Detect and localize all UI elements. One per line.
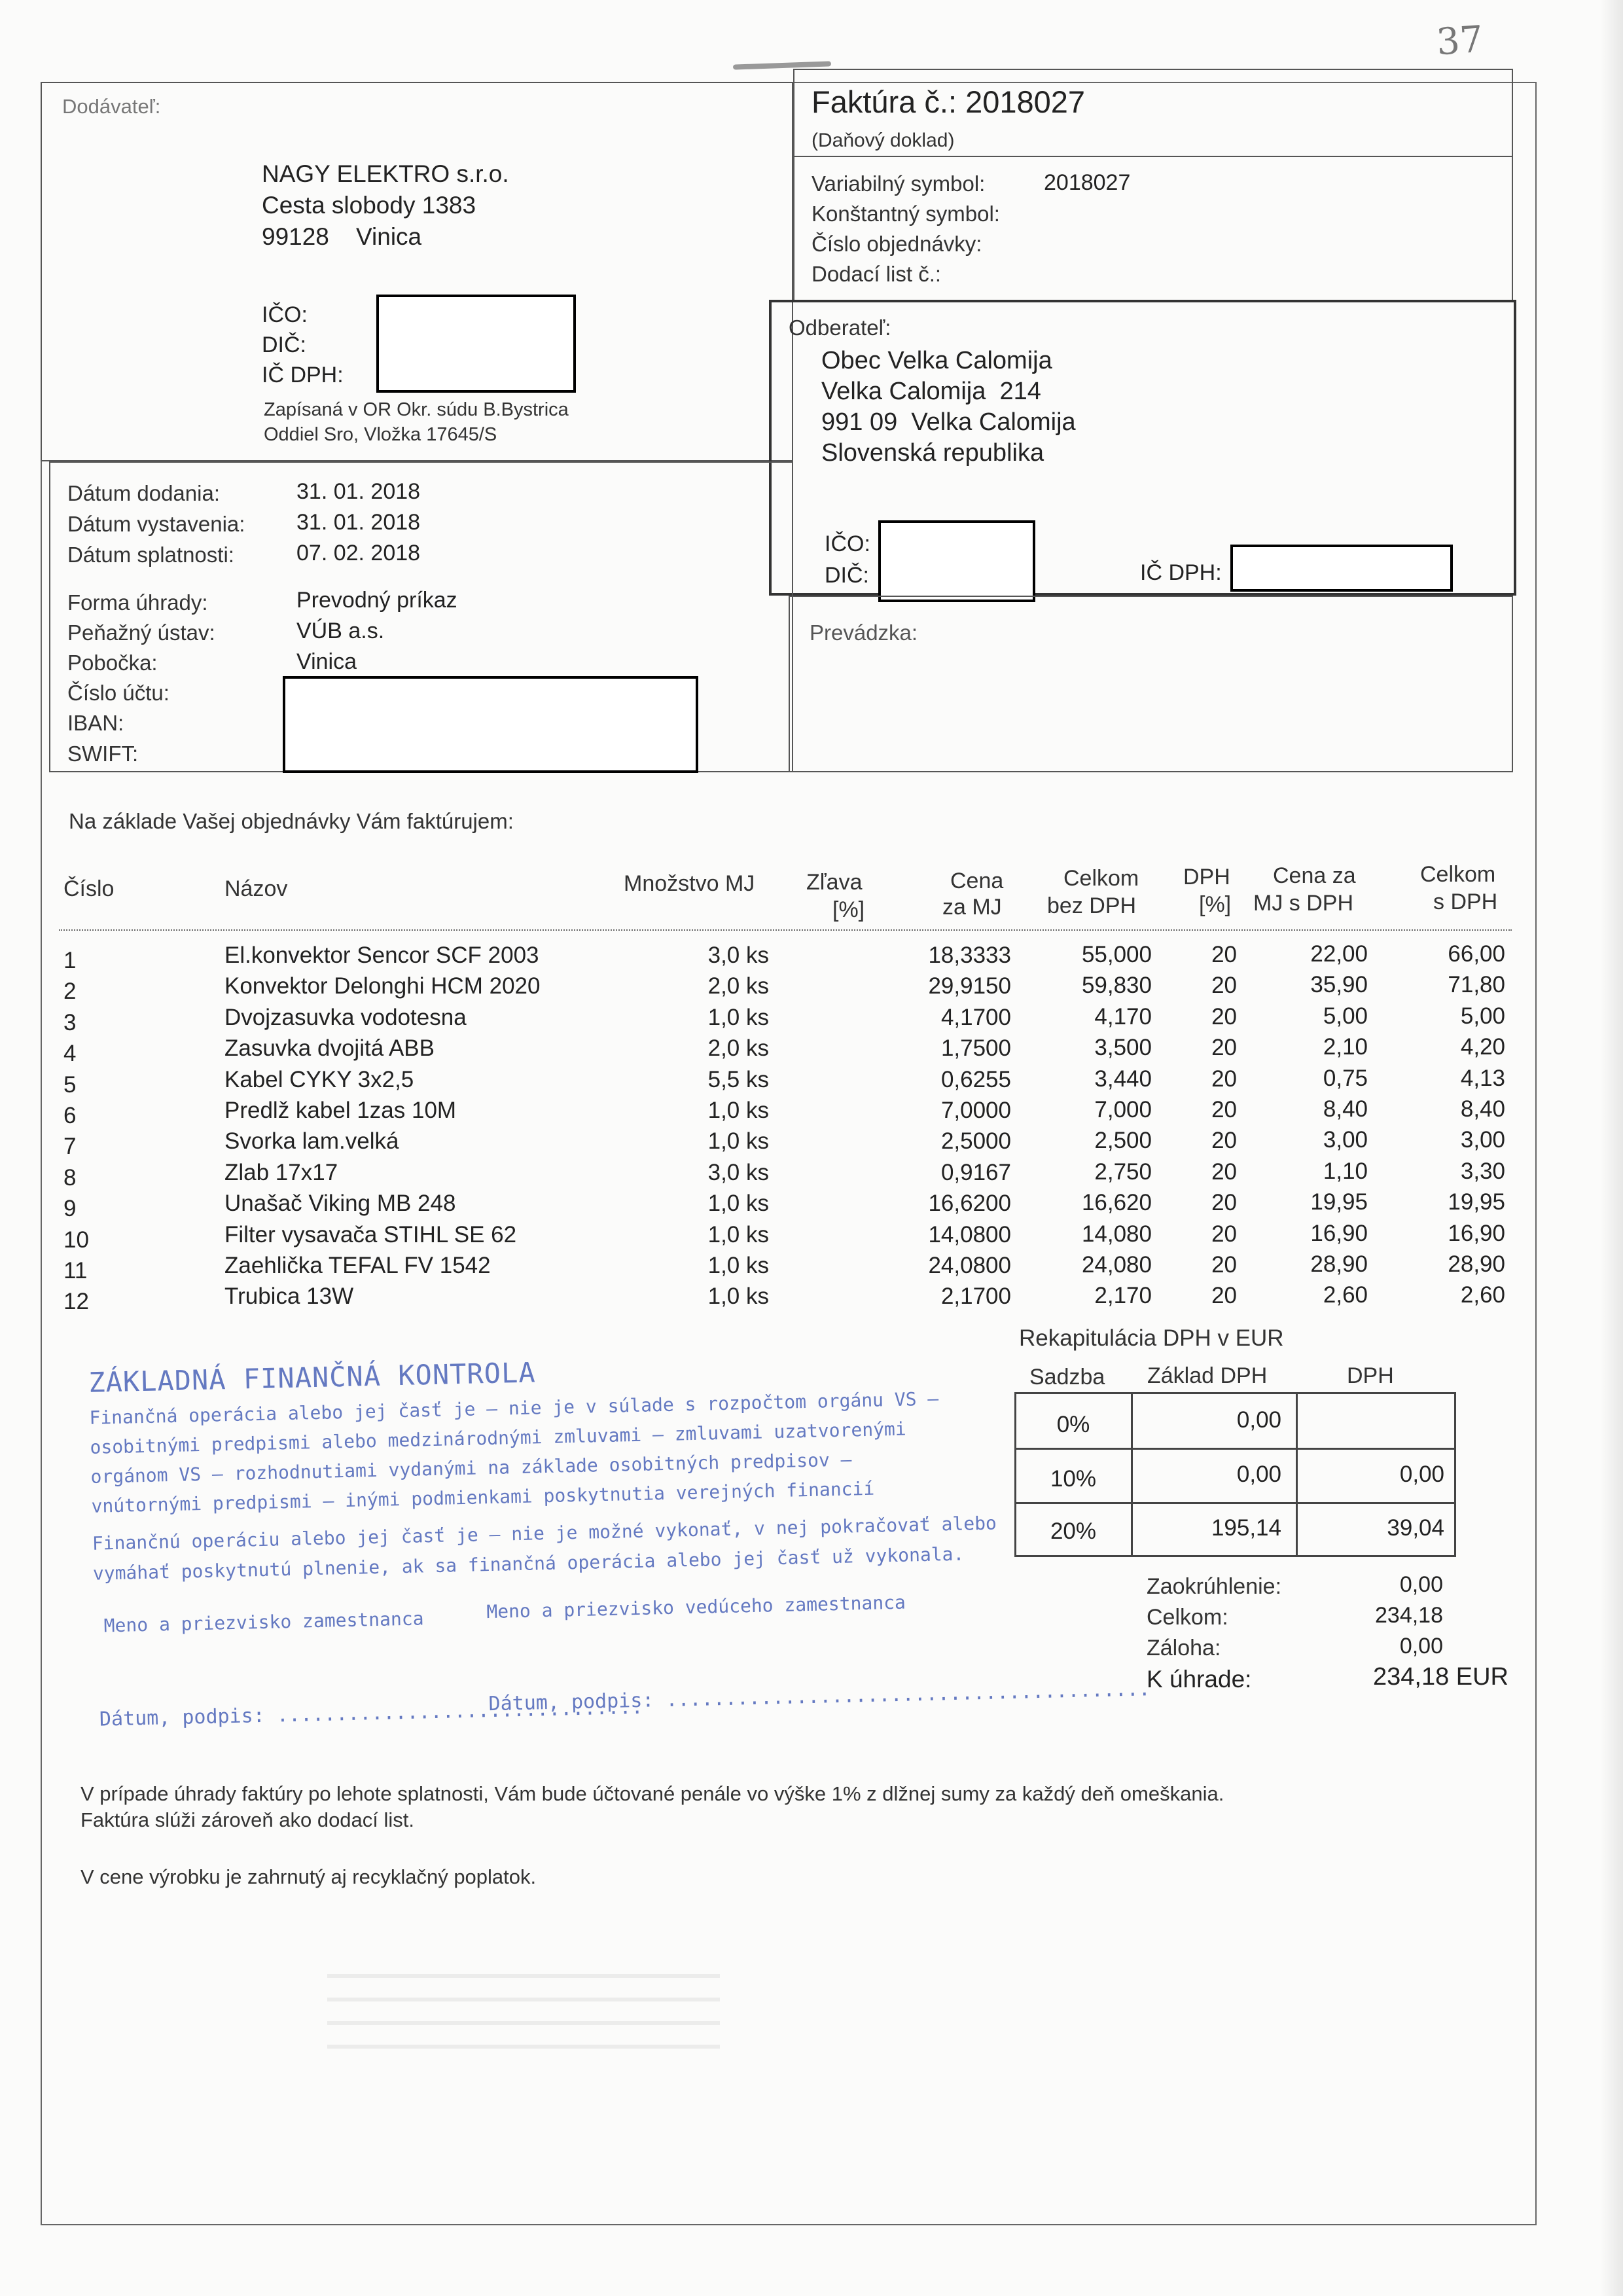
payment-method-label: Forma úhrady: [67,590,208,615]
cell-vat-rate: 20 [1211,1066,1237,1092]
rounding-label: Zaokrúhlenie: [1147,1574,1282,1599]
vat-recap-rate: 10% [1050,1466,1097,1492]
cell-quantity: 1,0 ks [707,1283,769,1310]
var-symbol-label: Variabilný symbol: [812,171,986,196]
premises-label: Prevádzka: [810,620,918,645]
cell-total-vat: 16,90 [1448,1220,1505,1246]
issue-date-value: 31. 01. 2018 [296,510,421,535]
customer-name: Obec Velka Calomija [821,347,1052,374]
stamp-title: ZÁKLADNÁ FINANČNÁ KONTROLA [88,1356,537,1399]
table-row [0,1253,1623,1284]
cell-unit-price: 0,6255 [940,1066,1011,1092]
cell-number: 6 [63,1103,77,1128]
cell-unit-price: 18,3333 [928,942,1011,968]
cell-number: 2 [63,978,77,1005]
supplier-icdph-label: IČ DPH: [262,363,344,387]
invoice-subtitle: (Daňový doklad) [812,130,955,151]
supplier-tax-ids-redacted [376,295,576,393]
cell-total-ex-vat: 2,750 [1094,1158,1152,1185]
cell-number: 4 [63,1041,77,1067]
cell-unit-price-vat: 2,60 [1323,1282,1368,1308]
cell-total-ex-vat: 3,440 [1094,1066,1152,1092]
advance-value: 0,00 [1399,1634,1443,1659]
cell-unit-price-vat: 22,00 [1310,941,1368,967]
cell-total-ex-vat: 7,000 [1094,1097,1152,1122]
cell-quantity: 5,5 ks [707,1066,769,1092]
cell-unit-price-vat: 3,00 [1323,1127,1368,1153]
intro-text: Na základe Vašej objednávky Vám faktúrujem: [69,809,514,833]
vat-recap-row-sep-2 [1014,1502,1456,1504]
table-row [0,973,1623,1005]
cell-unit-price: 7,0000 [940,1098,1011,1123]
col-header-discount-1: Zľava [806,870,863,895]
cell-unit-price-vat: 19,95 [1310,1189,1368,1215]
cell-quantity: 1,0 ks [707,1221,769,1247]
cell-total-vat: 66,00 [1448,941,1505,967]
stamp-line-2: osobitnými predpismi alebo medzinárodnými zmluvami – zmluvami uzatvorenými [90,1418,907,1458]
cell-total-ex-vat: 2,500 [1094,1128,1152,1154]
cell-unit-price: 0,9167 [940,1159,1011,1185]
cell-number: 8 [63,1164,77,1191]
stamp-employee-name: Meno a priezvisko zamestnanca [103,1607,424,1637]
customer-ico-label: IČO: [825,531,870,556]
cell-unit-price: 24,0800 [928,1253,1011,1278]
cell-name: Kabel CYKY 3x2,5 [224,1066,414,1092]
supplier-dic-label: DIČ: [262,332,306,357]
vat-recap-row-sep-1 [1014,1448,1456,1450]
due-date-value: 07. 02. 2018 [296,541,421,565]
table-row [0,1098,1623,1129]
swift-label: SWIFT: [67,742,139,766]
delivery-date-value: 31. 01. 2018 [296,479,421,504]
cell-quantity: 1,0 ks [707,1128,769,1155]
table-row [0,1035,1623,1067]
invoice-title: Faktúra č.: 2018027 [812,84,1086,119]
cell-unit-price-vat: 16,90 [1310,1220,1368,1246]
customer-ids-redacted [878,520,1035,602]
stamp-line-4: vnútornými predpismi – inými podmienkami poskytnutia verejných financií [91,1477,875,1517]
col-header-number: Číslo [63,876,115,901]
cell-unit-price: 14,0800 [928,1221,1011,1247]
vat-recap-base: 195,14 [1211,1515,1281,1541]
cell-number: 10 [63,1227,89,1253]
supplier-registration-2: Oddiel Sro, Vložka 17645/S [264,424,497,445]
table-row [0,1283,1623,1315]
supplier-registration-1: Zapísaná v OR Okr. súdu B.Bystrica [264,399,569,420]
stamp-line-3: orgánom VS – rozhodnutiami vydanými na základe osobitných predpisov – [90,1448,852,1488]
col-header-vat-2: [%] [1199,892,1232,917]
customer-street: Velka Calomija 214 [821,378,1041,405]
cell-number: 11 [63,1258,88,1283]
col-header-name: Názov [224,876,288,901]
cell-total-ex-vat: 16,620 [1081,1190,1152,1216]
cell-name: Svorka lam.velká [224,1128,399,1155]
cell-number: 12 [63,1289,89,1315]
branch-value: Vinica [296,649,357,674]
delivery-note-label: Dodací list č.: [812,262,942,286]
supplier-name: NAGY ELEKTRO s.r.o. [262,160,509,187]
cell-name: Zasuvka dvojitá ABB [224,1035,435,1062]
col-header-total-vat-1: Celkom [1420,862,1496,887]
cell-vat-rate: 20 [1211,1128,1237,1154]
table-row [0,942,1623,974]
col-header-total-1: Celkom [1063,866,1139,891]
table-header-separator [59,929,1512,931]
vat-recap-col-vat: DPH [1347,1363,1394,1388]
cell-number: 5 [63,1071,77,1098]
scan-edge [1600,0,1623,2296]
cell-unit-price-vat: 28,90 [1310,1251,1368,1277]
cell-vat-rate: 20 [1211,1190,1237,1216]
page-number: 37 [1435,18,1485,64]
table-row [0,1191,1623,1222]
cell-vat-rate: 20 [1211,1097,1237,1122]
rounding-value: 0,00 [1399,1572,1443,1597]
payment-method-value: Prevodný príkaz [296,588,457,613]
var-symbol-value: 2018027 [1044,170,1131,195]
cell-unit-price: 16,6200 [928,1191,1011,1217]
amount-due-label: K úhrade: [1147,1666,1252,1693]
table-row [0,1005,1623,1036]
delivery-date-label: Dátum dodania: [67,481,220,505]
due-date-label: Dátum splatnosti: [67,543,234,567]
invoice-info-left-border [793,157,794,301]
vat-recap-col-base: Základ DPH [1147,1363,1268,1388]
cell-total-ex-vat: 55,000 [1081,942,1152,967]
cell-vat-rate: 20 [1211,1035,1237,1061]
cell-unit-price: 4,1700 [940,1004,1011,1030]
cell-total-vat: 3,00 [1460,1127,1505,1153]
table-row [0,1067,1623,1098]
cell-name: Filter vysavača STIHL SE 62 [224,1221,517,1247]
col-header-price-vat-2: MJ s DPH [1253,891,1353,916]
advance-label: Záloha: [1147,1636,1221,1660]
cell-total-ex-vat: 3,500 [1094,1035,1152,1061]
recycling-fee-note: V cene výrobku je zahrnutý aj recyklačný poplatok. [80,1865,537,1888]
col-header-quantity: Množstvo MJ [624,871,755,896]
bank-label: Peňažný ústav: [67,620,215,645]
cell-number: 9 [63,1196,77,1222]
cell-name: Dvojzasuvka vodotesna [224,1004,467,1030]
cell-name: Predlž kabel 1zas 10M [224,1098,457,1123]
table-row [0,1222,1623,1253]
cell-vat-rate: 20 [1211,1221,1237,1247]
cell-total-vat: 5,00 [1460,1003,1505,1029]
supplier-street: Cesta slobody 1383 [262,192,476,219]
bank-account-redacted [283,676,698,773]
customer-dic-label: DIČ: [825,563,869,588]
cell-total-vat: 3,30 [1460,1158,1505,1184]
cell-total-ex-vat: 59,830 [1081,973,1152,999]
col-header-vat-1: DPH [1183,865,1230,889]
cell-vat-rate: 20 [1211,1283,1237,1309]
cell-quantity: 3,0 ks [707,1159,769,1185]
late-payment-note: V prípade úhrady faktúry po lehote splatnosti, Vám bude účtované penále vo výške 1% z dlžnej sumy za každý deň omeškania. [80,1782,1224,1805]
vat-recap-divider-1 [1131,1392,1133,1557]
stamp-manager-name: Meno a priezvisko vedúceho zamestnanca [486,1591,906,1623]
bank-value: VÚB a.s. [296,619,385,643]
stamp-line-1: Finančná operácia alebo jej časť je – nie je v súlade s rozpočtom orgánu VS – [89,1388,939,1429]
total-label: Celkom: [1147,1605,1228,1630]
cell-vat-rate: 20 [1211,1158,1237,1185]
col-header-price-vat-1: Cena za [1273,863,1356,888]
order-number-label: Číslo objednávky: [812,232,982,256]
account-number-label: Číslo účtu: [67,681,169,705]
cell-quantity: 2,0 ks [707,1035,769,1062]
vat-recap-base: 0,00 [1236,1407,1281,1433]
customer-city: 991 09 Velka Calomija [821,408,1076,436]
cell-vat-rate: 20 [1211,942,1237,967]
vat-recap-vat: 39,04 [1387,1515,1444,1541]
cell-unit-price-vat: 5,00 [1323,1003,1368,1029]
cell-unit-price-vat: 8,40 [1323,1096,1368,1122]
cell-vat-rate: 20 [1211,1003,1237,1030]
cell-quantity: 1,0 ks [707,1191,769,1217]
vat-recap-rate: 20% [1050,1518,1097,1544]
branch-label: Pobočka: [67,651,158,675]
cell-total-vat: 8,40 [1460,1096,1505,1122]
amount-due-value: 234,18 EUR [1372,1663,1508,1691]
col-header-total-2: bez DPH [1047,893,1137,918]
cell-total-vat: 4,13 [1460,1065,1505,1091]
col-header-price-2: za MJ [942,895,1002,920]
supplier-ico-label: IČO: [262,302,308,327]
vat-recap-col-rate: Sadzba [1029,1365,1105,1390]
cell-total-vat: 28,90 [1448,1251,1505,1277]
stamp-line-5: Finančnú operáciu alebo jej časť je – nie je možné vykonať, v nej pokračovať alebo [92,1512,997,1554]
cell-unit-price: 29,9150 [928,973,1011,999]
vat-recap-title: Rekapitulácia DPH v EUR [1019,1325,1284,1351]
cell-total-vat: 2,60 [1460,1282,1505,1308]
cell-total-vat: 4,20 [1460,1034,1505,1060]
cell-total-vat: 19,95 [1448,1189,1505,1215]
cell-vat-rate: 20 [1211,1252,1237,1278]
cell-unit-price: 2,1700 [940,1283,1011,1310]
cell-total-ex-vat: 2,170 [1094,1283,1152,1309]
invoice-info-right-border [1512,157,1513,301]
cell-name: Konvektor Delonghi HCM 2020 [224,973,541,999]
cell-quantity: 1,0 ks [707,1004,769,1030]
cell-name: El.konvektor Sencor SCF 2003 [224,942,539,968]
table-row [0,1160,1623,1191]
cell-total-ex-vat: 14,080 [1081,1221,1152,1247]
cell-number: 1 [63,948,77,973]
cell-quantity: 1,0 ks [707,1098,769,1123]
customer-icdph-label: IČ DPH: [1140,560,1222,585]
cell-total-ex-vat: 4,170 [1094,1003,1152,1030]
vat-recap-rate: 0% [1056,1412,1090,1437]
cell-vat-rate: 20 [1211,973,1237,999]
stamp-manager-signature: Dátum, podpis: ......................................... [488,1677,1151,1716]
cell-unit-price-vat: 2,10 [1323,1034,1368,1060]
delivery-note-statement: Faktúra slúži zároveň ako dodací list. [80,1808,415,1831]
const-symbol-label: Konštantný symbol: [812,202,1000,226]
stamp-line-6: vymáhať poskytnutú plnenie, ak sa finančná operácia alebo jej časť už vykonala. [92,1543,965,1585]
vat-recap-base: 0,00 [1236,1462,1281,1487]
cell-name: Zaehlička TEFAL FV 1542 [224,1253,491,1278]
cell-name: Unašač Viking MB 248 [224,1191,456,1217]
cell-quantity: 2,0 ks [707,973,769,999]
total-value: 234,18 [1375,1603,1443,1628]
cell-quantity: 1,0 ks [707,1253,769,1278]
table-row [0,1128,1623,1160]
iban-label: IBAN: [67,711,124,735]
col-header-discount-2: [%] [832,897,865,922]
issue-date-label: Dátum vystavenia: [67,512,245,536]
cell-unit-price-vat: 0,75 [1323,1065,1368,1091]
supplier-city: 99128 Vinica [262,223,422,250]
cell-total-ex-vat: 24,080 [1081,1252,1152,1278]
cell-name: Zlab 17x17 [224,1159,338,1185]
vat-recap-vat: 0,00 [1399,1462,1444,1487]
cell-number: 7 [63,1134,77,1160]
cell-total-vat: 71,80 [1448,972,1505,998]
vat-recap-divider-2 [1296,1392,1298,1557]
col-header-price-1: Cena [950,869,1004,893]
customer-icdph-redacted [1230,545,1453,592]
bleed-through-text [327,1957,720,2049]
cell-name: Trubica 13W [224,1283,354,1310]
supplier-label: Dodávateľ: [62,95,161,118]
cell-unit-price: 2,5000 [940,1128,1011,1155]
col-header-total-vat-2: s DPH [1433,889,1498,914]
customer-label: Odberateľ: [789,315,891,340]
cell-unit-price: 1,7500 [940,1035,1011,1062]
cell-quantity: 3,0 ks [707,942,769,968]
cell-unit-price-vat: 35,90 [1310,972,1368,998]
stamp-employee-signature: Dátum, podpis: ............................... [99,1695,643,1731]
cell-unit-price-vat: 1,10 [1323,1158,1368,1184]
cell-number: 3 [63,1009,77,1035]
customer-country: Slovenská republika [821,439,1044,467]
